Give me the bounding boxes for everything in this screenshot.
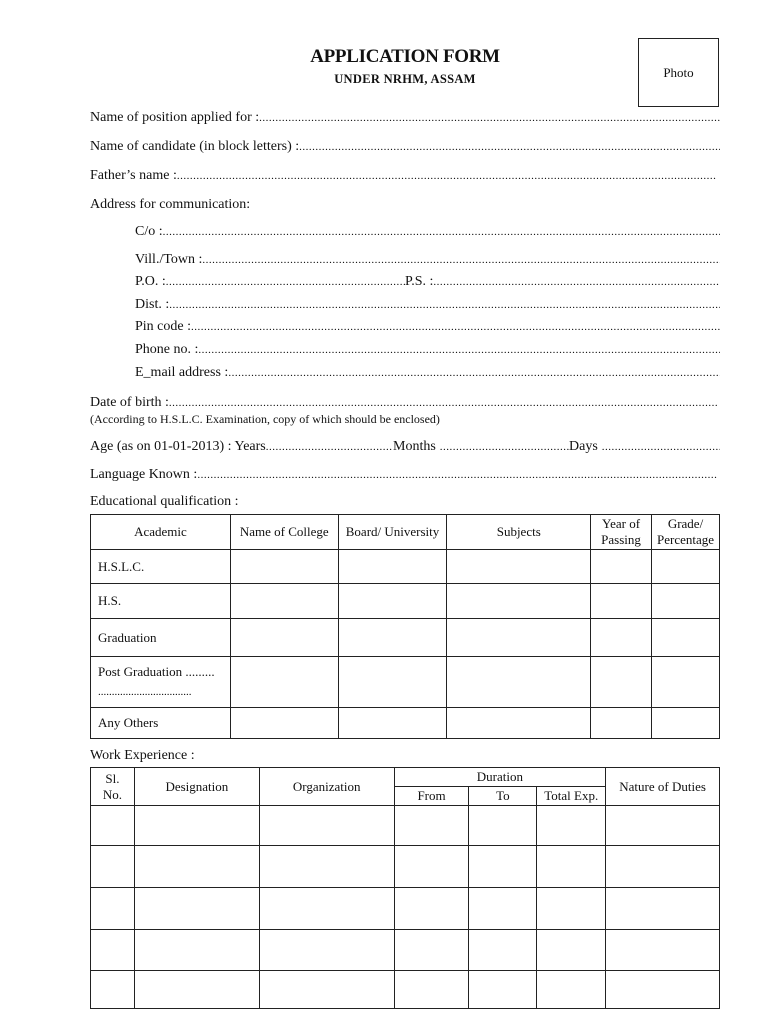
table-cell[interactable] — [394, 806, 469, 846]
work-col-nature: Nature of Duties — [606, 768, 720, 806]
age-days-field[interactable] — [569, 439, 720, 455]
table-cell[interactable] — [606, 930, 720, 971]
age-label: Age (as on 01-01-2013) : Years — [90, 439, 266, 454]
table-cell[interactable] — [652, 708, 720, 739]
table-cell[interactable] — [469, 806, 537, 846]
position-label: Name of position applied for : — [90, 110, 260, 125]
edu-row-label: Post Graduation ......... .................................. — [91, 657, 231, 708]
table-row — [91, 550, 720, 584]
post-grad-dots: .................................. — [98, 686, 192, 698]
table-cell[interactable] — [447, 657, 591, 708]
photo-label: Photo — [663, 64, 694, 80]
table-row — [91, 888, 720, 930]
table-cell[interactable] — [469, 930, 537, 971]
table-cell[interactable] — [652, 619, 720, 657]
edu-col-grade: Grade/ Percentage — [652, 515, 720, 550]
table-cell[interactable] — [230, 708, 338, 739]
edu-row-label: H.S.L.C. — [91, 550, 231, 584]
co-field[interactable] — [135, 224, 720, 240]
table-row — [91, 930, 720, 971]
table-cell[interactable] — [591, 657, 652, 708]
table-cell[interactable] — [447, 550, 591, 584]
table-cell[interactable] — [652, 584, 720, 619]
table-cell[interactable] — [338, 708, 447, 739]
ps-field[interactable] — [405, 274, 720, 290]
edu-col-year: Year of Passing — [591, 515, 652, 550]
position-field[interactable] — [90, 110, 720, 126]
table-cell[interactable] — [447, 619, 591, 657]
table-cell[interactable] — [338, 657, 447, 708]
table-cell[interactable] — [606, 888, 720, 930]
table-cell[interactable] — [259, 846, 394, 888]
father-label: Father’s name : — [90, 168, 177, 183]
education-table — [90, 514, 720, 739]
table-cell[interactable] — [591, 584, 652, 619]
phone-field[interactable] — [135, 342, 720, 358]
table-row — [91, 971, 720, 1009]
table-cell[interactable] — [606, 846, 720, 888]
language-label: Language Known : — [90, 467, 198, 482]
table-cell[interactable] — [91, 888, 135, 930]
language-field[interactable] — [90, 467, 718, 483]
table-cell[interactable] — [259, 971, 394, 1009]
table-cell[interactable] — [91, 930, 135, 971]
table-row — [91, 806, 720, 846]
work-col-organization: Organization — [259, 768, 394, 806]
table-cell[interactable] — [134, 846, 259, 888]
table-cell[interactable] — [652, 550, 720, 584]
table-cell[interactable] — [591, 550, 652, 584]
table-cell[interactable] — [537, 888, 606, 930]
table-row — [91, 657, 720, 708]
vill-label: Vill./Town : — [135, 252, 203, 267]
edu-row-label: H.S. — [91, 584, 231, 619]
work-col-slno: Sl. No. — [91, 768, 135, 806]
table-cell[interactable] — [259, 930, 394, 971]
form-subtitle: UNDER NRHM, ASSAM — [334, 72, 476, 86]
dob-note: (According to H.S.L.C. Examination, copy of which should be enclosed) — [90, 412, 440, 426]
dist-label: Dist. : — [135, 297, 170, 312]
table-cell[interactable] — [134, 888, 259, 930]
table-cell[interactable] — [447, 584, 591, 619]
vill-town-field[interactable] — [135, 252, 720, 268]
edu-col-college: Name of College — [230, 515, 338, 550]
phone-label: Phone no. : — [135, 342, 199, 357]
co-label: C/o : — [135, 224, 163, 239]
table-cell[interactable] — [394, 888, 469, 930]
table-cell[interactable] — [537, 930, 606, 971]
table-cell[interactable] — [469, 971, 537, 1009]
age-years-field[interactable] — [90, 439, 392, 455]
photo-box[interactable] — [638, 38, 719, 107]
work-col-duration: Duration — [394, 768, 606, 787]
table-cell[interactable] — [230, 550, 338, 584]
table-cell[interactable] — [91, 806, 135, 846]
table-cell[interactable] — [606, 971, 720, 1009]
table-cell[interactable] — [230, 657, 338, 708]
table-cell[interactable] — [134, 806, 259, 846]
table-cell[interactable] — [606, 806, 720, 846]
table-cell[interactable] — [591, 708, 652, 739]
edu-row-label: Graduation — [91, 619, 231, 657]
table-row — [91, 584, 720, 619]
pin-code-field[interactable] — [135, 319, 720, 335]
edu-col-subjects: Subjects — [447, 515, 591, 550]
candidate-name-field[interactable] — [90, 139, 720, 155]
email-field[interactable] — [135, 365, 720, 381]
table-cell[interactable] — [230, 584, 338, 619]
table-cell[interactable] — [447, 708, 591, 739]
table-cell[interactable] — [652, 657, 720, 708]
table-cell[interactable] — [259, 806, 394, 846]
table-cell[interactable] — [394, 846, 469, 888]
table-cell[interactable] — [338, 550, 447, 584]
table-row — [91, 846, 720, 888]
form-title: APPLICATION FORM — [310, 46, 500, 67]
ps-label: P.S. : — [405, 274, 434, 289]
table-cell[interactable] — [259, 888, 394, 930]
days-label: Days — [569, 439, 598, 454]
age-months-field[interactable] — [393, 439, 569, 455]
dob-field[interactable] — [90, 395, 718, 411]
email-label: E_mail address : — [135, 365, 229, 380]
work-col-to: To — [469, 787, 537, 806]
candidate-label: Name of candidate (in block letters) : — [90, 139, 300, 154]
edu-col-academic: Academic — [91, 515, 231, 550]
education-heading: Educational qualification : — [90, 494, 239, 509]
table-cell[interactable] — [230, 619, 338, 657]
work-col-total: Total Exp. — [537, 787, 606, 806]
work-heading: Work Experience : — [90, 748, 195, 763]
table-cell[interactable] — [91, 846, 135, 888]
table-cell[interactable] — [469, 846, 537, 888]
table-cell[interactable] — [469, 888, 537, 930]
work-experience-table — [90, 767, 720, 1009]
table-row — [91, 619, 720, 657]
father-name-field[interactable] — [90, 168, 716, 184]
pin-label: Pin code : — [135, 319, 191, 334]
table-cell[interactable] — [537, 806, 606, 846]
table-cell[interactable] — [134, 971, 259, 1009]
address-heading: Address for communication: — [90, 197, 251, 212]
po-field[interactable] — [135, 274, 405, 290]
table-cell[interactable] — [537, 971, 606, 1009]
table-cell[interactable] — [537, 846, 606, 888]
table-cell[interactable] — [394, 930, 469, 971]
work-body — [91, 806, 720, 1009]
edu-row-label: Any Others — [91, 708, 231, 739]
table-cell[interactable] — [91, 971, 135, 1009]
dob-label: Date of birth : — [90, 395, 169, 410]
table-cell[interactable] — [338, 619, 447, 657]
dist-field[interactable] — [135, 297, 720, 313]
table-row — [91, 708, 720, 739]
table-cell[interactable] — [338, 584, 447, 619]
months-label: Months — [393, 439, 436, 454]
work-col-from: From — [394, 787, 469, 806]
table-cell[interactable] — [134, 930, 259, 971]
po-label: P.O. : — [135, 274, 166, 289]
edu-col-board: Board/ University — [338, 515, 447, 550]
table-cell[interactable] — [591, 619, 652, 657]
work-col-designation: Designation — [134, 768, 259, 806]
table-cell[interactable] — [394, 971, 469, 1009]
